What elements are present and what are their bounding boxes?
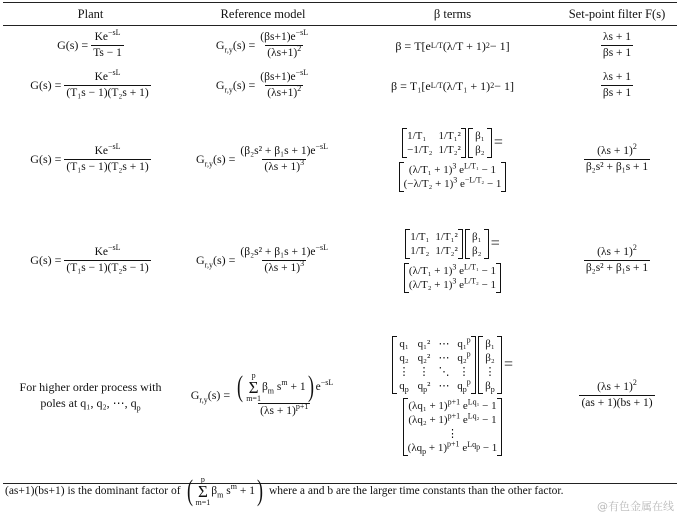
eq-den: Ts − 1 [93, 47, 122, 60]
eq-lhs: G(s) = [30, 151, 62, 166]
plant-equation [30, 141, 150, 175]
eq-den: (T₁s − 1)(T₂s + 1) [66, 160, 149, 173]
eq-num: $(\beta s+1)e^{-sL}$ [260, 68, 309, 83]
vector-cell: $(\lambda q_p + 1)^{p+1}$ $e^{Lq_p} - 1$ [407, 439, 498, 457]
eq-lhs: $G_{r,y}(s)$ = [190, 387, 231, 405]
matrix-cell: ⋯ [438, 380, 450, 393]
eq-lhs: $G_{r,y}(s)$ = [215, 78, 256, 95]
matrix-cell: 1/T₂² [435, 245, 458, 257]
eq-num: λs + 1 [602, 71, 632, 83]
eq-den: $(\lambda s + 1)^3$ [264, 157, 305, 173]
vector-cell: ⋮ [484, 366, 496, 379]
eq-den: β₂s² + β₁s + 1 [585, 261, 649, 274]
sigma-symbol: p Σ m=1 [195, 474, 211, 507]
vector-cell: $(\lambda q_2 + 1)^{p+1}$ $e^{Lq_2} - 1$ [408, 411, 497, 427]
reference-equation [216, 70, 310, 101]
tuning-table [3, 2, 677, 484]
table-row [3, 213, 677, 308]
vector-cell: $\beta_p$ [485, 380, 495, 395]
filter-equation [601, 70, 633, 101]
sum-lower: m=1 [195, 497, 211, 507]
rhs-vector [399, 162, 507, 192]
eq-den: $(\lambda s + 1)^{p+1}$ [260, 401, 309, 417]
table-row [3, 308, 677, 484]
matrix-cell: ⋱ [438, 366, 450, 379]
matrix-cell: −1/T₂ [407, 144, 433, 156]
watermark: @有色金属在线 [597, 500, 674, 513]
sum-exponential: $e^{-sL}$ [315, 377, 334, 393]
eq-den: (as + 1)(bs + 1) [581, 396, 653, 409]
matrix-cell: ⋮ [458, 366, 470, 379]
equals-sign: = [503, 356, 514, 374]
eq-den: $(\lambda s + 1)^3$ [264, 258, 305, 274]
matrix-cell: q₂ [399, 352, 409, 365]
eq-num: λs + 1 [602, 31, 632, 44]
eq-num: $(\beta_2s^2 + \beta_1s + 1)e^{-sL}$ [240, 242, 329, 258]
table-footnote [5, 472, 645, 510]
matrix-cell: 1/T₁² [438, 130, 461, 142]
plant-equation [30, 70, 150, 101]
eq-num: $Ke^{-sL}$ [94, 141, 121, 157]
vector-cell: β₁ [472, 231, 482, 243]
eq-den: (T₁s − 1)(T₂s − 1) [66, 261, 149, 274]
coefficient-matrix [392, 336, 476, 394]
matrix-cell: q₁$^p$ [457, 335, 471, 351]
eq-den: β₂s² + β₁s + 1 [585, 160, 649, 173]
footnote-text-1: (as+1)(bs+1) is the dominant factor of [5, 485, 181, 497]
eq-num: $Ke^{-sL}$ [94, 28, 121, 44]
higher-order-description [3, 379, 178, 411]
coefficient-matrix [405, 229, 463, 259]
eq-num: $Ke^{-sL}$ [94, 242, 121, 258]
matrix-cell: 1/T₁ [407, 130, 427, 142]
table-header-row [3, 3, 677, 26]
matrix-cell: 1/T₂ [410, 245, 430, 257]
sum-body: $\beta_m$ $s^m + 1$ [261, 377, 306, 396]
vector-cell: $(\lambda/T_1 + 1)^3$ $e^{L/T_1} - 1$ [408, 161, 497, 176]
eq-num: $(\lambda s + 1)^2$ [597, 242, 637, 258]
vector-cell: $(\lambda q_1 + 1)^{p+1}$ $e^{Lq_1} - 1$ [408, 397, 497, 413]
matrix-cell: q₁² [417, 338, 431, 351]
matrix-cell: q₂$^p$ [457, 349, 471, 365]
sum-upper: p [200, 474, 205, 484]
header-beta-terms: β terms [348, 3, 557, 26]
matrix-cell: ⋯ [438, 338, 450, 351]
eq-num: $(\beta_2s^2 + \beta_1s + 1)e^{-sL}$ [240, 141, 329, 157]
eq-num: $Ke^{-sL}$ [94, 68, 121, 83]
matrix-cell: q₁ [399, 338, 409, 351]
filter-equation [579, 377, 654, 411]
matrix-cell: 1/T₁ [410, 231, 430, 243]
equals-sign: = [493, 134, 503, 151]
rhs-vector [404, 263, 501, 293]
sum-numerator: ( p Σ m=1 $\beta_m$ $s^m + 1$ ) $e^{-sL}$ [237, 370, 334, 404]
sum-upper: p [251, 370, 256, 380]
eq-num: $(\lambda s + 1)^2$ [597, 377, 637, 393]
reference-equation [191, 372, 336, 419]
beta-vector [465, 229, 489, 259]
eq-den: βs + 1 [602, 47, 632, 60]
vector-cell: $(\lambda/T_1 + 1)^3$ $e^{L/T_1} - 1$ [408, 262, 497, 277]
eq-lhs: G(s) = [30, 252, 62, 267]
vector-cell: β₂ [485, 352, 495, 365]
reference-equation [195, 141, 330, 175]
eq-lhs: G(s) = [30, 78, 62, 92]
matrix-cell: ⋮ [398, 366, 410, 379]
description-line: For higher order process with [19, 380, 162, 395]
plant-equation [30, 242, 150, 276]
eq-lhs: $G_{r,y}(s)$ = [195, 252, 236, 269]
filter-equation [601, 30, 633, 61]
beta-equation: β = T[e L/T (λ/T + 1) 2 − 1] [395, 38, 510, 53]
matrix-cell: 1/T₂² [438, 144, 461, 156]
eq-den: $(\lambda s+1)^2$ [267, 44, 302, 60]
filter-equation [584, 242, 650, 276]
reference-equation [216, 30, 310, 61]
beta-matrix-equation [399, 128, 507, 192]
matrix-cell: $q_p^p$ [457, 377, 471, 395]
matrix-cell: ⋮ [418, 366, 430, 379]
header-set-point-filter: Set-point filter F(s) [557, 3, 677, 26]
sigma-symbol: p Σ m=1 [246, 370, 261, 403]
eq-num: $(\beta s+1)e^{-sL}$ [260, 28, 309, 44]
footnote-text-2: where a and b are the larger time constants than the other factor. [268, 485, 564, 497]
vector-cell: $(\lambda/T_2 + 1)^3$ $e^{L/T_2} - 1$ [408, 276, 497, 291]
table-row [3, 106, 677, 213]
vector-cell: $(-\lambda/T_2 + 1)^3$ $e^{-L/T_2} - 1$ [403, 175, 502, 190]
rhs-vector [403, 398, 503, 456]
header-plant: Plant [3, 3, 178, 26]
eq-num: $(\lambda s + 1)^2$ [597, 141, 637, 157]
matrix-cell: $q_p^2$ [417, 380, 431, 395]
table-row [3, 26, 677, 66]
vector-cell: ⋮ [446, 428, 458, 441]
footnote-sum: ( p Σ m=1 $\beta_m$ $s^m + 1$ ) [186, 474, 263, 507]
matrix-cell: $q_p$ [399, 380, 409, 395]
eq-lhs: G(s) = [57, 38, 89, 53]
matrix-cell: ⋯ [438, 352, 450, 365]
eq-lhs: $G_{r,y}(s)$ = [215, 38, 256, 55]
vector-cell: β₂ [472, 245, 482, 257]
beta-equation: β = T₁[e L/T (λ/T₁ + 1) 2 − 1] [391, 78, 514, 93]
reference-equation [195, 242, 330, 276]
coefficient-matrix [402, 128, 466, 158]
matrix-cell: 1/T₁² [435, 231, 458, 243]
sum-lower: m=1 [246, 393, 261, 403]
description-line: poles at q₁, q₂, ⋯, $q_p$ [40, 396, 141, 413]
eq-den: (T₁s − 1)(T₂s + 1) [66, 87, 149, 99]
vector-cell: β₂ [475, 144, 485, 156]
eq-den: βs + 1 [602, 87, 632, 99]
filter-equation [584, 141, 650, 175]
equals-sign: = [490, 235, 500, 252]
table-row [3, 66, 677, 106]
beta-vector [478, 336, 502, 394]
sum-body: $\beta_m$ $s^m + 1$ [211, 482, 255, 500]
plant-equation [57, 30, 124, 61]
eq-lhs: $G_{r,y}(s)$ = [195, 151, 236, 168]
vector-cell: β₁ [475, 130, 485, 142]
vector-cell: β₁ [485, 338, 495, 351]
beta-matrix-equation [392, 336, 513, 456]
beta-vector [468, 128, 492, 158]
header-reference-model: Reference model [178, 3, 348, 26]
beta-matrix-equation [404, 229, 501, 293]
eq-den: $(\lambda s+1)^2$ [267, 84, 302, 99]
matrix-cell: q₂² [417, 352, 431, 365]
